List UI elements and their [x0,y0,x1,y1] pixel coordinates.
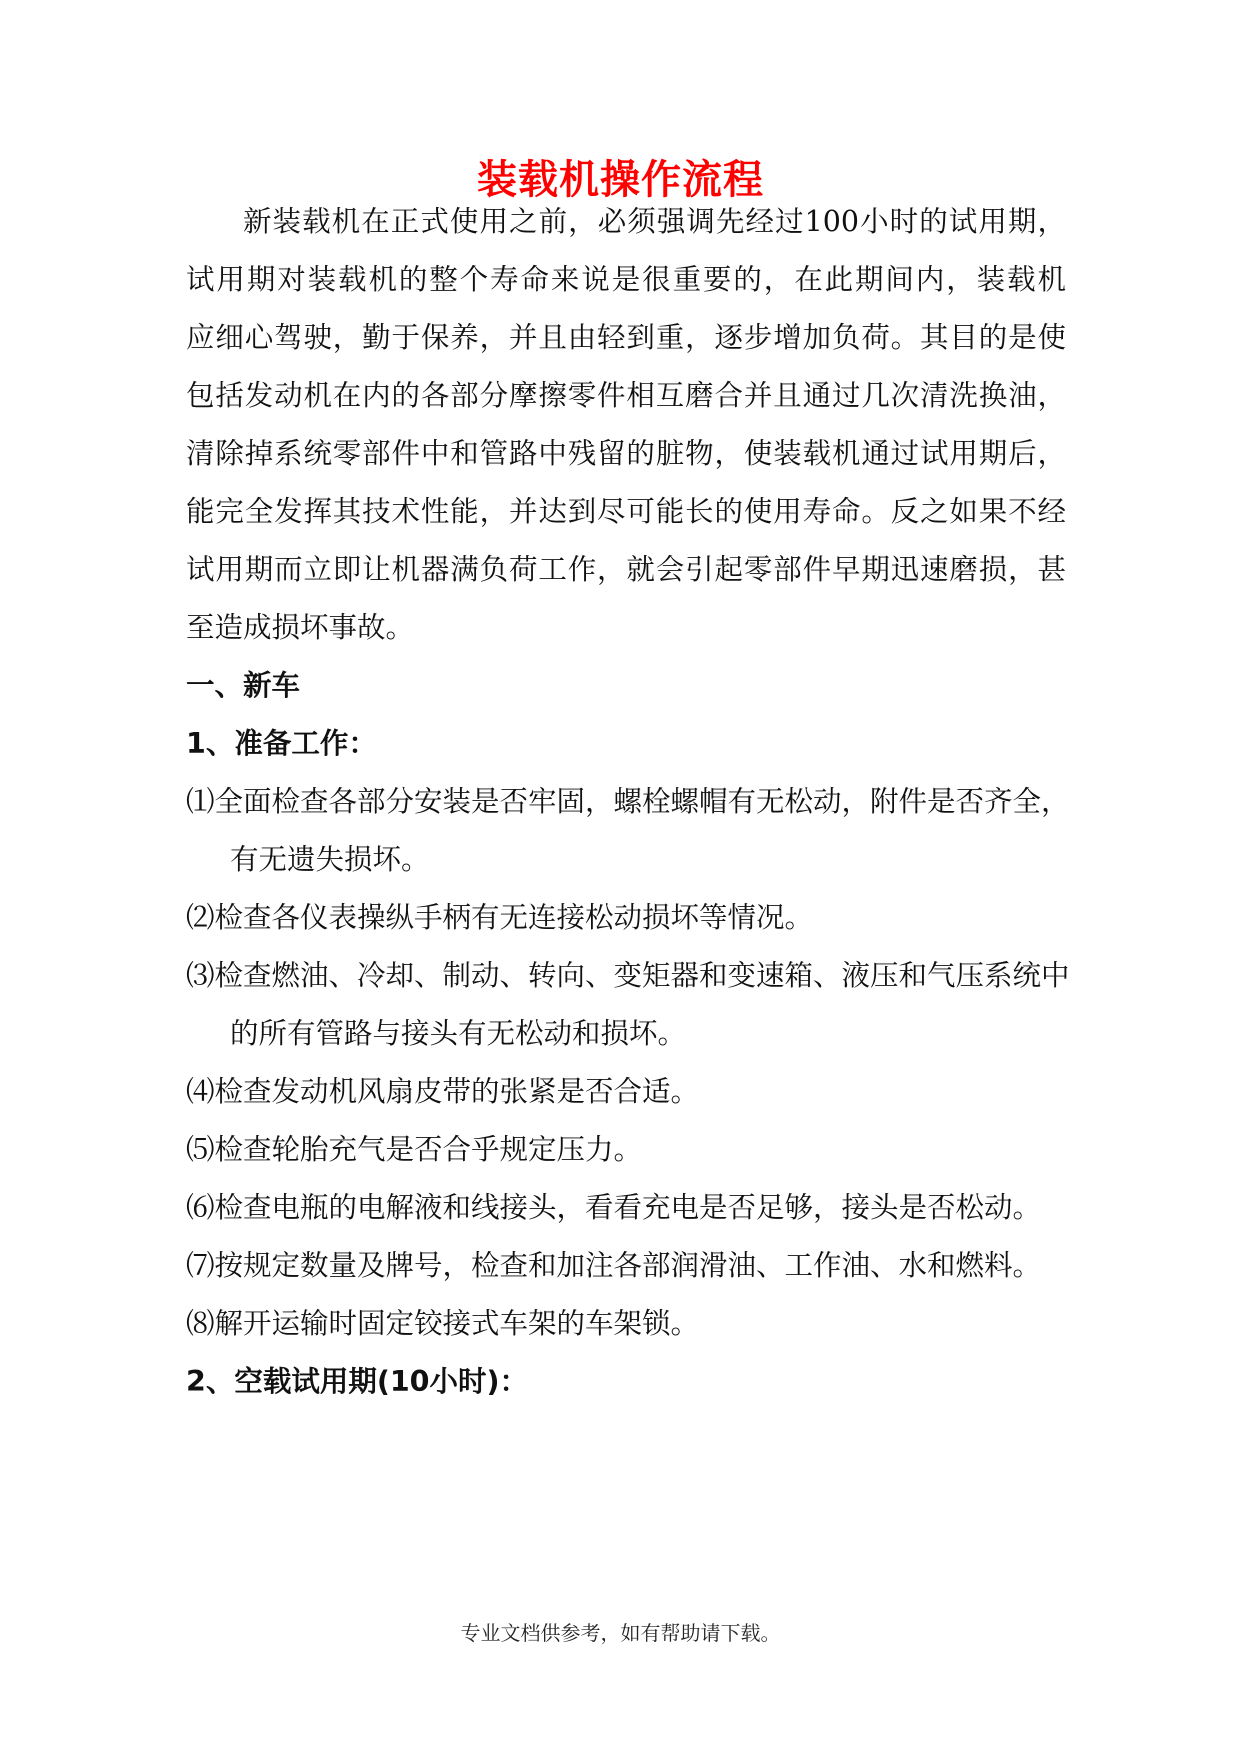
list-item-5: ⑸检查轮胎充气是否合乎规定压力。 [186,1133,643,1166]
page-footer: 专业文档供参考，如有帮助请下载。 [460,1621,781,1645]
list-item-1: ⑴全面检查各部分安装是否牢固，螺栓螺帽有无松动，附件是否齐全， [186,785,1070,818]
intro-line-3: 应细心驾驶，勤于保养，并且由轻到重，逐步增加负荷。其目的是使 [186,321,1066,354]
intro-line-8: 至造成损坏事故。 [186,611,415,644]
list-item-3: ⑶检查燃油、冷却、制动、转向、变矩器和变速箱、液压和气压系统中 [186,959,1070,992]
intro-line-6: 能完全发挥其技术性能，并达到尽可能长的使用寿命。反之如果不经 [186,495,1066,528]
subheading-preparation: 1、准备工作： [186,727,377,760]
list-item-1-cont: 有无遗失损坏。 [230,843,430,876]
list-item-8: ⑻解开运输时固定铰接式车架的车架锁。 [186,1307,700,1340]
intro-line-5: 清除掉系统零部件中和管路中残留的脏物，使装载机通过试用期后， [186,437,1066,470]
section-heading-new-car: 一、新车 [186,669,301,702]
list-item-2: ⑵检查各仪表操纵手柄有无连接松动损坏等情况。 [186,901,814,934]
list-item-4: ⑷检查发动机风扇皮带的张紧是否合适。 [186,1075,700,1108]
page-title: 装载机操作流程 [477,157,764,203]
intro-line-7: 试用期而立即让机器满负荷工作，就会引起零部件早期迅速磨损，甚 [186,553,1066,586]
list-item-6: ⑹检查电瓶的电解液和线接头，看看充电是否足够，接头是否松动。 [186,1191,1042,1224]
list-item-7: ⑺按规定数量及牌号，检查和加注各部润滑油、工作油、水和燃料。 [186,1249,1042,1282]
intro-line-4: 包括发动机在内的各部分摩擦零件相互磨合并且通过几次清洗换油， [186,379,1066,412]
subheading-noload-trial: 2、空载试用期(10小时)： [186,1365,529,1398]
list-item-3-cont: 的所有管路与接头有无松动和损坏。 [230,1017,687,1050]
intro-line-1: 新装载机在正式使用之前，必须强调先经过100小时的试用期， [243,205,1066,238]
intro-line-2: 试用期对装载机的整个寿命来说是很重要的，在此期间内，装载机 [186,263,1066,296]
